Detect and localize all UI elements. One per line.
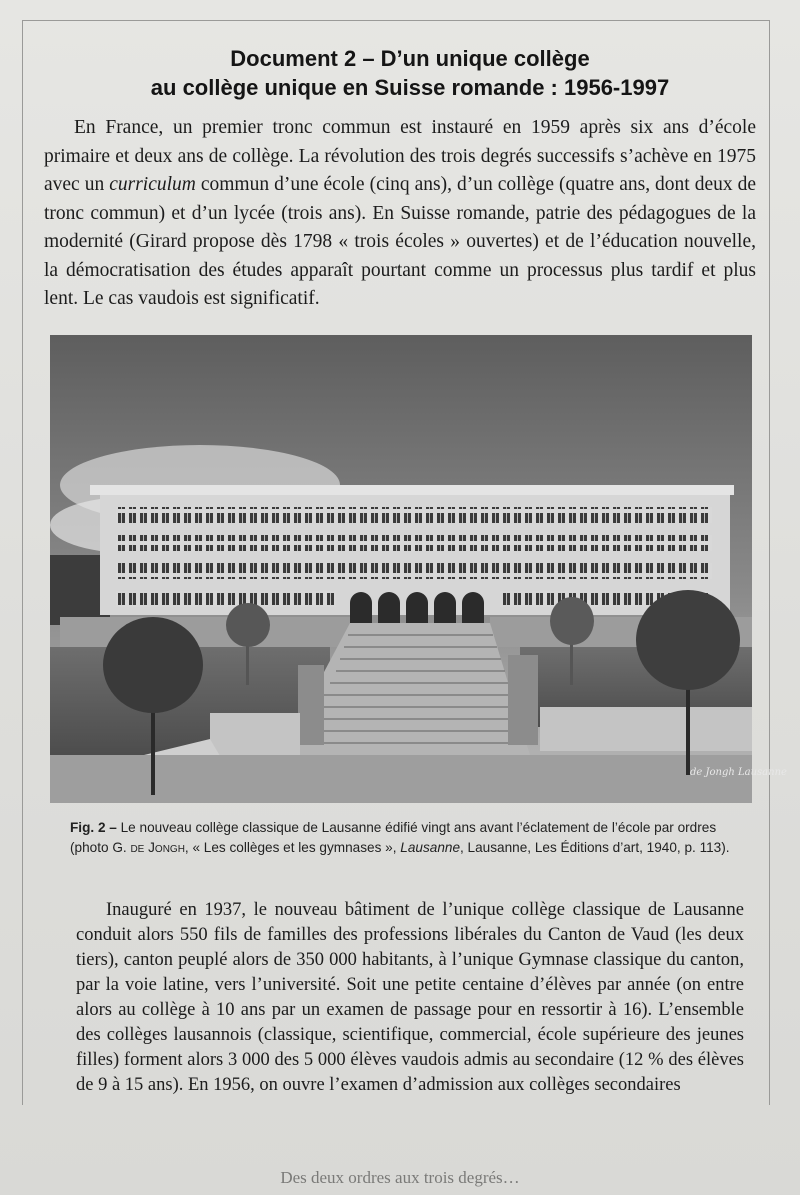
paving: [50, 755, 752, 803]
caption-text-2: , « Les collèges et les gymnases »,: [184, 840, 401, 855]
title-line-2: au collège unique en Suisse romande : 1956-1997: [150, 75, 670, 100]
caption-text-3: , Lausanne, Les Éditions d’art, 1940, p. 113).: [460, 840, 730, 855]
college-building-illustration: [50, 335, 787, 803]
running-footer: Des deux ordres aux trois degrés…: [280, 1168, 520, 1187]
caption-label: Fig. 2 –: [70, 820, 117, 835]
intro-paragraph: [44, 114, 756, 314]
building-roof: [90, 485, 734, 495]
title-line-1: Document 2 – D’un unique collège: [230, 46, 590, 71]
building-photo: [50, 335, 787, 803]
document-title: [60, 44, 760, 102]
body-paragraph: Inauguré en 1937, le nouveau bâtiment de l’unique collège classique de Lausanne conduit alors 550 fils de familles des professions libérales du Canton de Vaud (les deux tiers), canton peuplé alors de 350 000 habitants, à l’unique Gymnase classique du canton, par la voie latine, vers l’université. Soit une petite centaine d’élèves par année (on entre alors au collège à 10 ans par un examen de passage pour en ressortir à 16). L’ensemble des collèges lausannois (classique, scientifique, commercial, école supérieure des jeunes filles) forment alors 3 000 des 5 000 élèves vaudois admis au secondaire (12 % des élèves de 9 à 15 ans). En 1956, on ouvre l’examen d’admission aux collèges secondaires: [76, 900, 744, 1095]
window-row: [116, 507, 712, 523]
window-row: [116, 563, 712, 579]
window-row: [116, 591, 336, 607]
intro-italic-term: curriculum: [109, 174, 196, 195]
terrace-wall: [60, 617, 350, 647]
caption-italic: Lausanne: [400, 840, 460, 855]
garden-wall: [210, 713, 300, 759]
caption-text-1: Le nouveau collège classique de Lausanne édifié vingt ans avant l’éclatement de l’école par ordres (photo G.: [70, 820, 717, 855]
window-row: [116, 535, 712, 551]
caption-author: de Jongh: [130, 840, 185, 855]
intro-text-1: En France, un premier tronc commun est instauré en 1959 après six ans d’école primaire et deux ans de collège. La révolution des trois degrés successifs s’achève en 1975 avec un: [44, 117, 756, 195]
garden-wall: [540, 707, 752, 751]
photographer-signature: de Jongh Lausanne: [690, 767, 787, 778]
intro-text-2: commun d’une école (cinq ans), d’un collège (quatre ans, dont deux de tronc commun) et d’un lycée (trois ans). En Suisse romande, patrie des pédagogues de la modernité (Girard propose dès 1798 « trois écoles » ouvertes) et de l’éducation nouvelle, la démocratisation des études apparaît pourtant comme un processus plus tardif et plus lent. Le cas vaudois est significatif.: [44, 174, 757, 309]
figure-caption: [70, 818, 748, 858]
